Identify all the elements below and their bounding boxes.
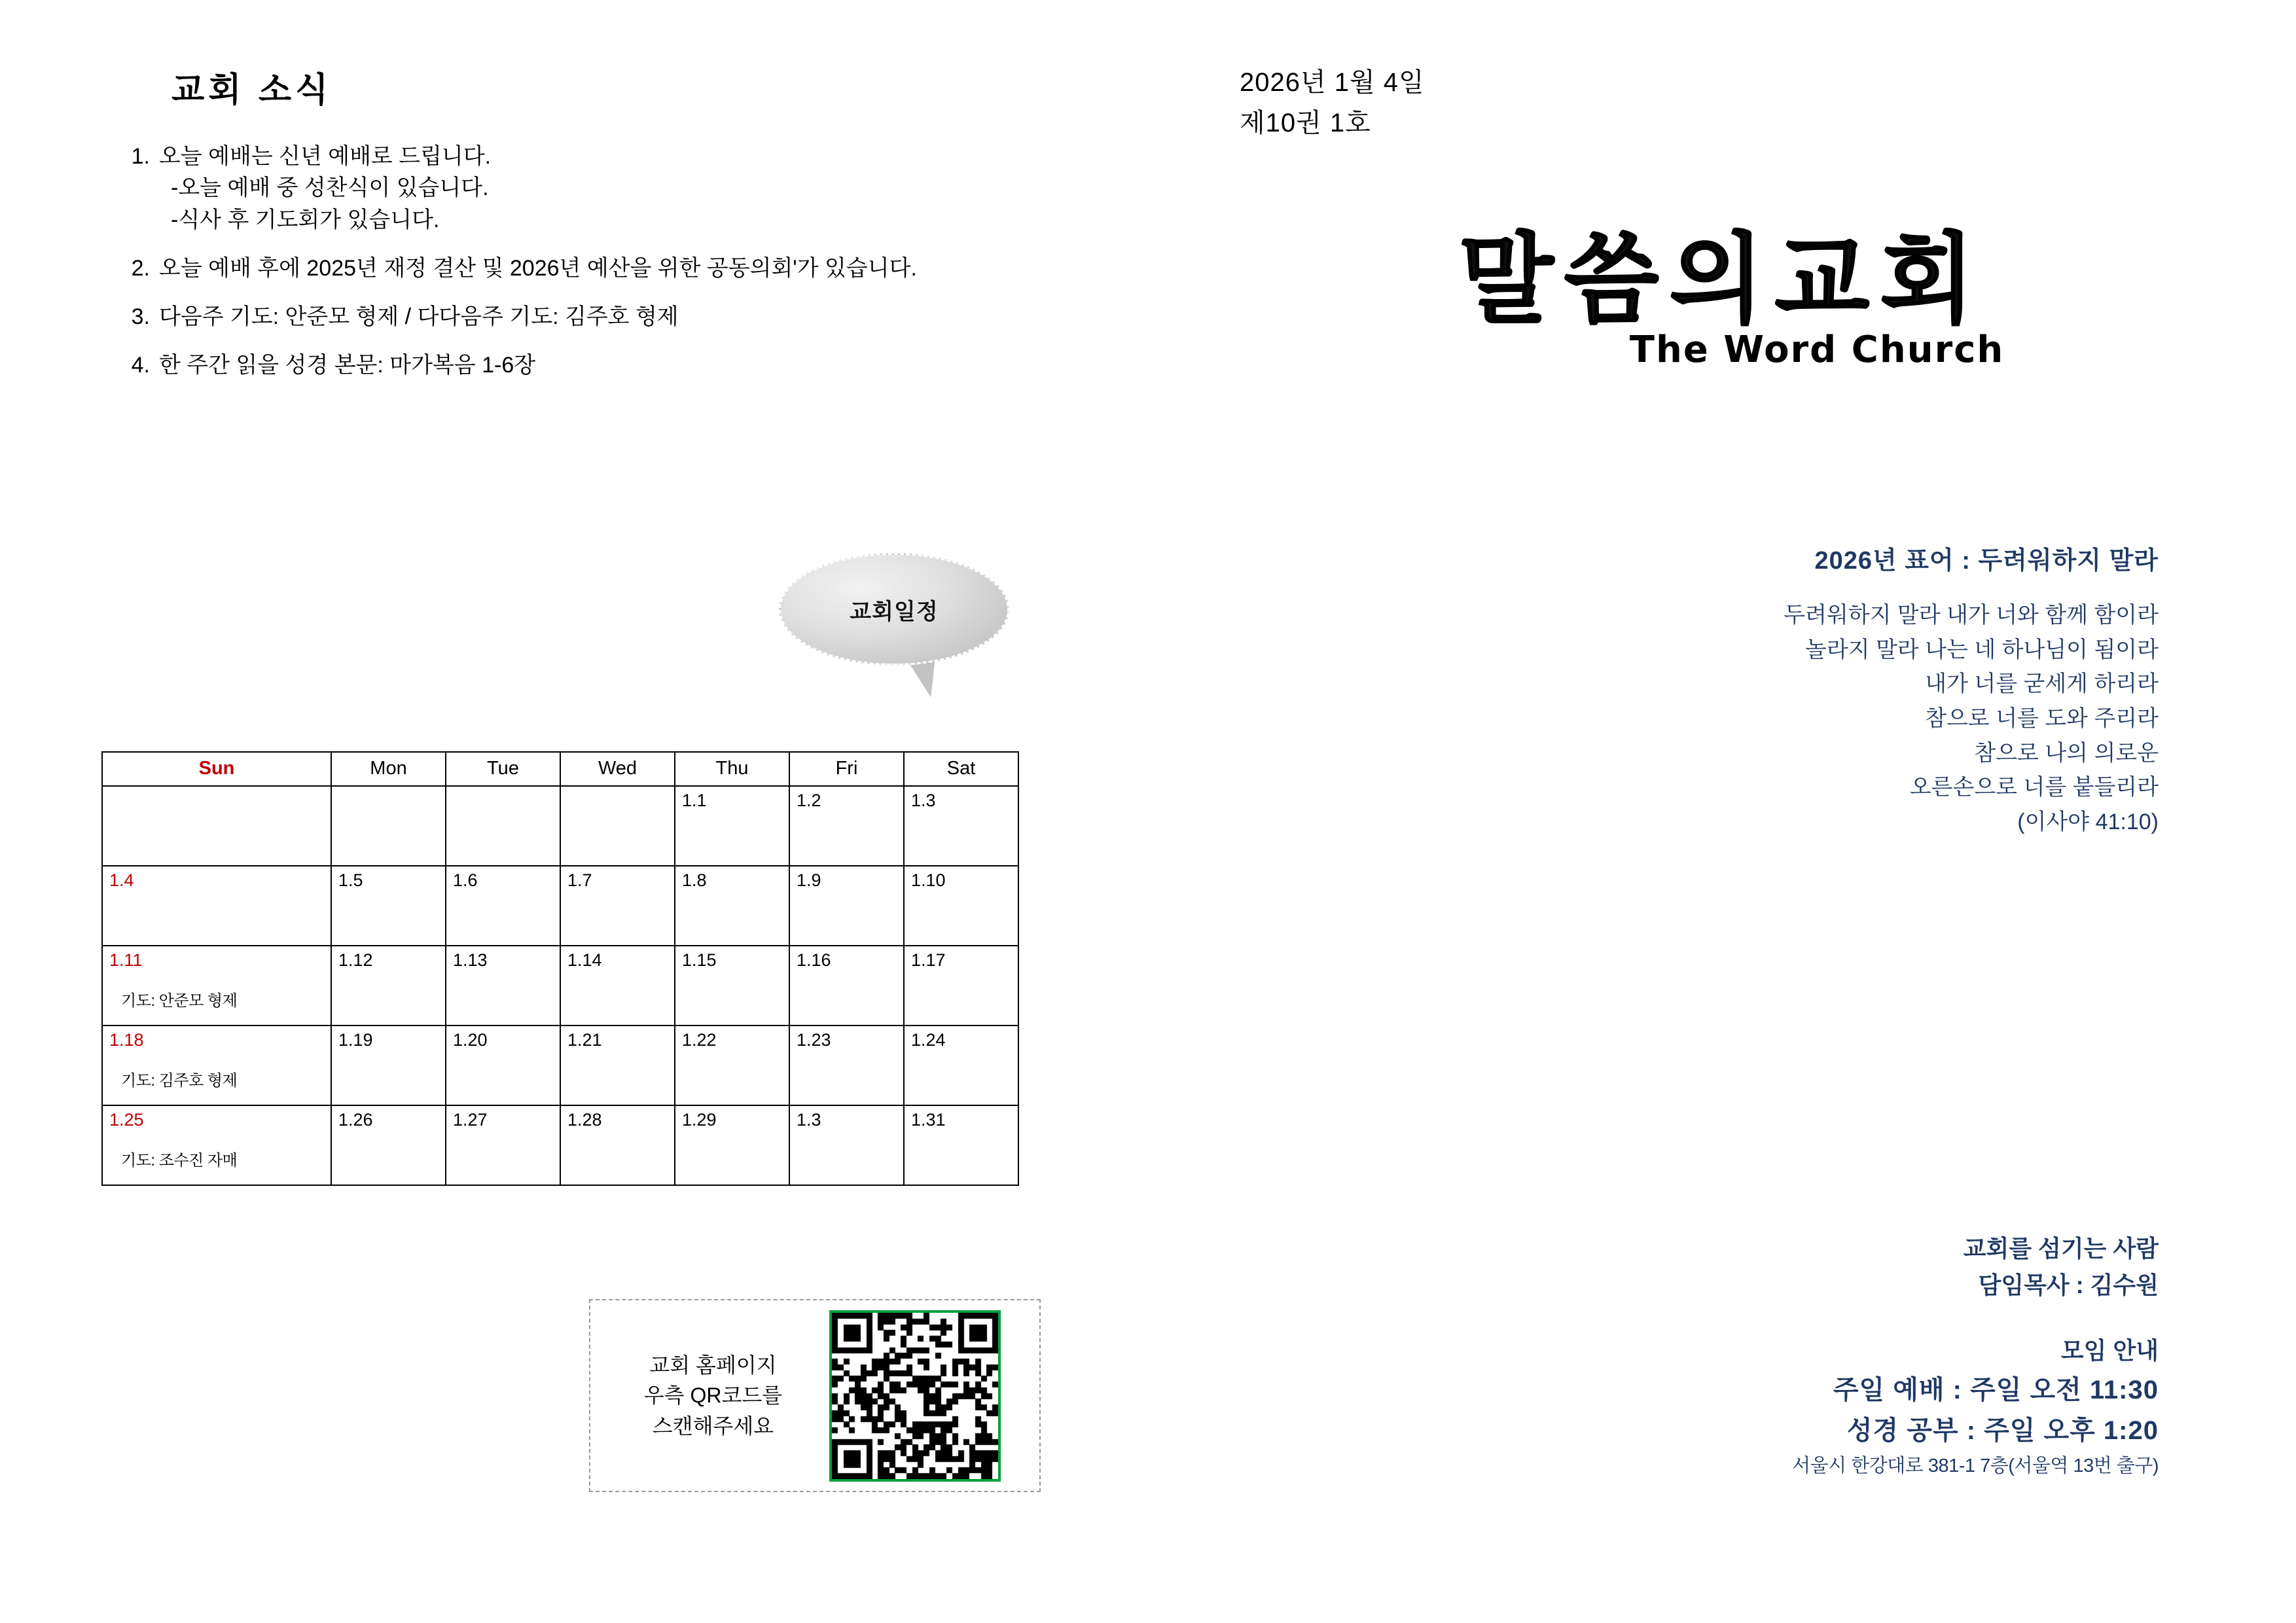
calendar-week-row bbox=[102, 1026, 1018, 1105]
news-item bbox=[115, 141, 1096, 236]
calendar-header-mon: Mon bbox=[331, 752, 446, 786]
calendar-cell bbox=[560, 866, 675, 946]
news-item-subtext: -식사 후 기도회가 있습니다. bbox=[171, 207, 440, 232]
calendar-date: 1.10 bbox=[911, 870, 946, 890]
calendar-date: 1.9 bbox=[797, 870, 821, 890]
calendar-date: 1.23 bbox=[797, 1030, 831, 1050]
calendar-cell bbox=[560, 1026, 675, 1105]
issue-info bbox=[1240, 62, 1425, 143]
callout-label: 교회일정 bbox=[850, 599, 939, 624]
callout-bubble bbox=[779, 553, 1009, 666]
calendar-cell bbox=[446, 946, 560, 1026]
calendar-cell bbox=[560, 946, 675, 1026]
calendar-cell bbox=[446, 866, 560, 946]
news-item-text: 한 주간 읽을 성경 본문: 마가복음 1-6장 bbox=[159, 353, 536, 378]
qr-text-line-3: 스캔해주세요 bbox=[652, 1414, 774, 1438]
calendar-date: 1.27 bbox=[453, 1110, 488, 1130]
calendar-cell bbox=[904, 946, 1018, 1026]
calendar-date: 1.20 bbox=[453, 1030, 488, 1050]
meeting-title: 모임 안내 bbox=[2060, 1337, 2159, 1364]
qr-info-box bbox=[589, 1299, 1041, 1492]
motto-line: 오른손으로 너를 붙들리라 bbox=[1909, 775, 2159, 800]
calendar-cell bbox=[675, 946, 789, 1026]
calendar-header-fri: Fri bbox=[789, 752, 904, 786]
calendar-date: 1.29 bbox=[682, 1110, 717, 1130]
calendar-date: 1.4 bbox=[109, 870, 134, 890]
calendar-date: 1.11 bbox=[109, 950, 143, 970]
calendar-cell bbox=[331, 1026, 446, 1105]
calendar-header-sun: Sun bbox=[102, 752, 331, 786]
issue-date: 2026년 1월 4일 bbox=[1240, 68, 1425, 97]
calendar-date: 1.21 bbox=[567, 1030, 602, 1050]
calendar-note: 기도: 김주호 형제 bbox=[121, 1072, 238, 1090]
news-item-number: 3. bbox=[131, 304, 150, 330]
logo-korean-name: 말씀의교회 bbox=[1458, 223, 1986, 337]
news-item bbox=[115, 301, 1096, 332]
qr-text-line-1: 교회 홈페이지 bbox=[649, 1353, 777, 1377]
motto-line: 참으로 나의 의로운 bbox=[1974, 740, 2159, 766]
calendar-date: 1.16 bbox=[797, 950, 831, 970]
calendar-cell bbox=[789, 1026, 904, 1105]
church-news-list bbox=[115, 141, 1096, 399]
calendar-week-row bbox=[102, 946, 1018, 1026]
calendar-date: 1.15 bbox=[682, 950, 717, 970]
calendar-cell-sunday bbox=[102, 866, 331, 946]
calendar-date: 1.17 bbox=[911, 950, 946, 970]
calendar-cell-sunday bbox=[102, 1026, 331, 1105]
calendar-date: 1.6 bbox=[453, 870, 478, 890]
calendar-header-row bbox=[102, 752, 1018, 786]
calendar-cell bbox=[446, 1026, 560, 1105]
schedule-callout bbox=[779, 553, 1021, 730]
news-item-text: 오늘 예배 후에 2025년 재정 결산 및 2026년 예산을 위한 공동의회'가 있습니다. bbox=[159, 255, 917, 281]
calendar-cell bbox=[675, 1105, 789, 1185]
senior-pastor: 담임목사 : 김수원 bbox=[1978, 1271, 2159, 1298]
logo-english-name: The Word Church bbox=[1629, 328, 2005, 371]
right-panel bbox=[1148, 0, 2296, 1623]
motto-verse bbox=[1308, 598, 2159, 805]
calendar-note: 기도: 안준모 형제 bbox=[121, 992, 238, 1010]
qr-instruction-text bbox=[590, 1350, 829, 1441]
calendar-date: 1.5 bbox=[338, 870, 363, 890]
calendar-cell bbox=[789, 946, 904, 1026]
calendar-date: 1.14 bbox=[567, 950, 602, 970]
motto-line: 놀라지 말라 나는 네 하나님이 됨이라 bbox=[1805, 637, 2159, 662]
calendar-date: 1.28 bbox=[567, 1110, 602, 1130]
calendar-cell bbox=[675, 1026, 789, 1105]
calendar-cell bbox=[675, 866, 789, 946]
calendar-cell bbox=[560, 1105, 675, 1185]
news-item bbox=[115, 349, 1096, 381]
news-item-body bbox=[159, 301, 1096, 332]
calendar-cell bbox=[904, 786, 1018, 866]
calendar-date: 1.7 bbox=[567, 870, 592, 890]
calendar-week-row bbox=[102, 786, 1018, 866]
calendar-date: 1.18 bbox=[109, 1030, 144, 1050]
calendar-cell bbox=[331, 866, 446, 946]
meeting-times bbox=[1308, 1370, 2159, 1451]
church-news-title: 교회 소식 bbox=[171, 71, 332, 109]
calendar-date: 1.3 bbox=[911, 791, 936, 810]
news-item-number: 1. bbox=[131, 144, 150, 169]
calendar-date: 1.19 bbox=[338, 1030, 373, 1050]
calendar-body bbox=[102, 786, 1018, 1185]
calendar-header-sat: Sat bbox=[904, 752, 1018, 786]
calendar-cell bbox=[331, 786, 446, 866]
calendar-cell bbox=[446, 1105, 560, 1185]
motto-line: 내가 너를 굳세게 하리라 bbox=[1925, 671, 2159, 697]
motto-line: 참으로 너를 도와 주리라 bbox=[1925, 706, 2159, 732]
calendar-date: 1.12 bbox=[338, 950, 373, 970]
calendar-date: 1.24 bbox=[911, 1030, 946, 1050]
calendar-week-row bbox=[102, 866, 1018, 946]
calendar-cell bbox=[904, 1105, 1018, 1185]
year-motto-block bbox=[1308, 540, 2159, 840]
calendar-cell bbox=[446, 786, 560, 866]
news-item-body bbox=[159, 349, 1096, 381]
calendar-week-row bbox=[102, 1105, 1018, 1185]
meeting-time-line: 주일 예배 : 주일 오전 11:30 bbox=[1833, 1375, 2159, 1404]
meeting-info-block bbox=[1308, 1332, 2159, 1481]
calendar-date: 1.8 bbox=[682, 870, 707, 890]
meeting-time-line: 성경 공부 : 주일 오후 1:20 bbox=[1846, 1416, 2159, 1445]
news-item-number: 4. bbox=[131, 353, 150, 378]
calendar-cell bbox=[904, 866, 1018, 946]
calendar-cell-sunday bbox=[102, 946, 331, 1026]
calendar-cell bbox=[331, 946, 446, 1026]
qr-text-line-2: 우측 QR코드를 bbox=[643, 1383, 783, 1408]
news-item-subtext: -오늘 예배 중 성찬식이 있습니다. bbox=[171, 175, 489, 201]
calendar-date: 1.31 bbox=[911, 1110, 946, 1130]
calendar-date: 1.1 bbox=[682, 791, 707, 810]
news-item-number: 2. bbox=[131, 255, 150, 281]
calendar-cell bbox=[560, 786, 675, 866]
news-item-text: 다음주 기도: 안준모 형제 / 다다음주 기도: 김주호 형제 bbox=[159, 304, 679, 330]
calendar-date: 1.22 bbox=[682, 1030, 717, 1050]
church-address: 서울시 한강대로 381-1 7층(서울역 13번 출구) bbox=[1792, 1455, 2159, 1476]
calendar-header-wed: Wed bbox=[560, 752, 675, 786]
calendar-date: 1.3 bbox=[797, 1110, 821, 1130]
news-item-text: 오늘 예배는 신년 예배로 드립니다. bbox=[159, 144, 492, 169]
church-logo bbox=[1148, 223, 2296, 371]
calendar-cell bbox=[331, 1105, 446, 1185]
news-item-body bbox=[159, 253, 1096, 284]
calendar-date: 1.25 bbox=[109, 1110, 144, 1130]
qr-code-icon[interactable] bbox=[829, 1310, 1001, 1482]
calendar-cell-sunday bbox=[102, 786, 331, 866]
calendar-cell bbox=[789, 786, 904, 866]
issue-volume: 제10권 1호 bbox=[1240, 109, 1371, 137]
calendar-date: 1.26 bbox=[338, 1110, 373, 1130]
calendar-header-thu: Thu bbox=[675, 752, 789, 786]
calendar-cell bbox=[789, 1105, 904, 1185]
servants-title: 교회를 섬기는 사람 bbox=[1963, 1235, 2159, 1262]
calendar-cell bbox=[789, 866, 904, 946]
motto-line: 두려워하지 말라 내가 너와 함께 함이라 bbox=[1784, 603, 2159, 628]
calendar-note: 기도: 조수진 자매 bbox=[121, 1152, 238, 1169]
calendar-cell bbox=[675, 786, 789, 866]
calendar-cell bbox=[904, 1026, 1018, 1105]
news-item-body bbox=[159, 141, 1096, 236]
church-calendar bbox=[101, 751, 1019, 1186]
motto-reference: (이사야 41:10) bbox=[2017, 810, 2159, 835]
calendar-header bbox=[102, 752, 1018, 786]
calendar-header-tue: Tue bbox=[446, 752, 560, 786]
church-servants-block bbox=[1308, 1230, 2159, 1304]
calendar-date: 1.2 bbox=[797, 791, 821, 810]
news-item bbox=[115, 253, 1096, 284]
calendar-cell-sunday bbox=[102, 1105, 331, 1185]
calendar-date: 1.13 bbox=[453, 950, 488, 970]
motto-title: 2026년 표어 : 두려워하지 말라 bbox=[1814, 547, 2159, 575]
